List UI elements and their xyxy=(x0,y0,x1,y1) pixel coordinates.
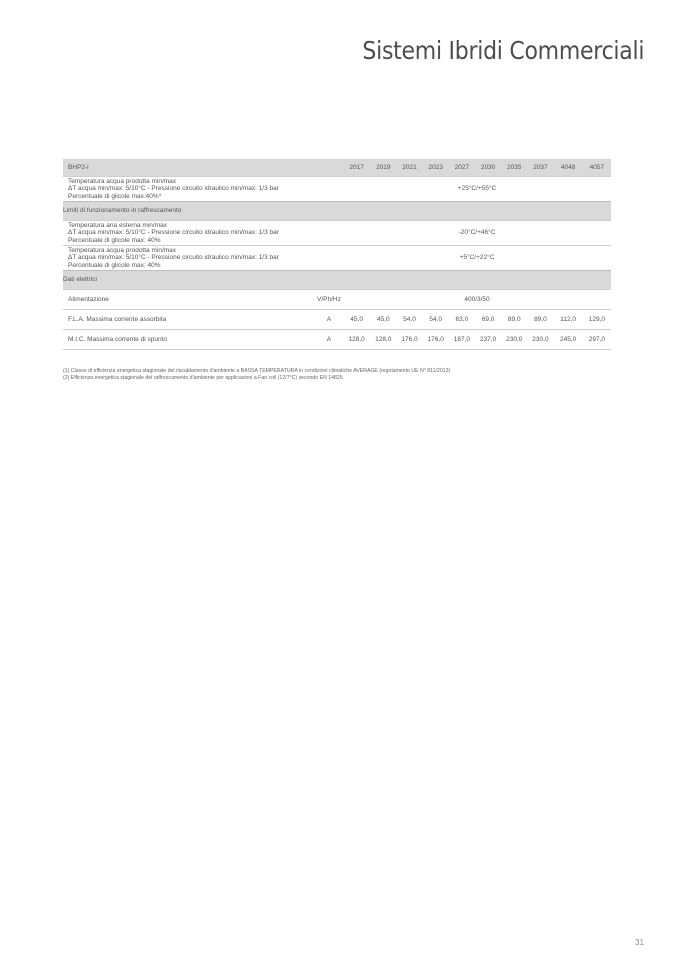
mic-value: 297,0 xyxy=(583,330,611,350)
mic-value: 187,0 xyxy=(449,330,475,350)
cooling-air-value: -20°C/+46°C xyxy=(343,221,611,246)
heating-limits-value: +25°C/+55°C xyxy=(343,177,611,202)
fla-label: F.L.A. Massima corrente assorbita xyxy=(63,310,315,330)
fla-row xyxy=(63,310,611,330)
fla-value: 54,0 xyxy=(396,310,422,330)
cooling-section-row xyxy=(63,202,611,221)
power-supply-row xyxy=(63,290,611,310)
cooling-water-value: +5°C/+22°C xyxy=(343,246,611,271)
cooling-air-label xyxy=(63,221,343,246)
fla-unit: A xyxy=(315,310,343,330)
fla-value: 89,0 xyxy=(527,310,553,330)
cooling-water-line-3: Percentuale di glicole max: 40% xyxy=(68,261,161,269)
cooling-air-line-3: Percentuale di glicole max: 40% xyxy=(68,236,161,244)
model-header: 2037 xyxy=(527,159,553,177)
power-supply-label: Alimentazione xyxy=(63,290,315,310)
mic-value: 230,0 xyxy=(527,330,553,350)
heating-limits-label xyxy=(63,177,343,202)
fla-value: 69,0 xyxy=(475,310,501,330)
heating-limits-line-1: Temperatura acqua prodotta min/max xyxy=(68,178,177,186)
cooling-water-row xyxy=(63,246,611,271)
power-supply-value: 400/3/50 xyxy=(343,290,611,310)
model-header: 2019 xyxy=(370,159,396,177)
model-header: 2035 xyxy=(501,159,527,177)
heating-limits-line-3: Percentuale di glicole max:40%* xyxy=(68,192,162,200)
page-number: 31 xyxy=(635,938,644,947)
cooling-water-line-1: Temperatura acqua prodotta min/max xyxy=(68,247,177,255)
heating-limits-row xyxy=(63,177,611,202)
model-header: 4048 xyxy=(554,159,583,177)
electrical-section-row xyxy=(63,271,611,290)
mic-row xyxy=(63,330,611,350)
mic-value: 237,0 xyxy=(475,330,501,350)
cooling-air-row xyxy=(63,221,611,246)
mic-value: 128,0 xyxy=(343,330,370,350)
cooling-air-line-2: ΔT acqua min/max: 5/10°C - Pressione circuito idraulico min/max: 1/3 bar xyxy=(68,229,279,237)
mic-value: 176,0 xyxy=(396,330,422,350)
mic-value: 245,0 xyxy=(554,330,583,350)
cooling-air-line-1: Temperatura aria esterna min/max xyxy=(68,222,167,230)
spec-table xyxy=(63,159,611,350)
fla-value: 54,0 xyxy=(423,310,449,330)
power-supply-unit: V/Ph/Hz xyxy=(315,290,343,310)
electrical-section-title: Dati elettrici xyxy=(63,271,611,290)
cooling-water-label xyxy=(63,246,343,271)
fla-value: 129,0 xyxy=(583,310,611,330)
cooling-section-title: Limiti di funzionamento in raffrescamento xyxy=(63,202,611,221)
table-header-row xyxy=(63,159,611,177)
mic-unit: A xyxy=(315,330,343,350)
footnote-1: (1) Classe di efficienza energetica stagionale del riscaldamento d'ambiente a BASSA TEMPERATURA in condizioni climatiche AVERAGE (regolamento UE N° 811/2013) xyxy=(63,368,451,374)
model-header: 2030 xyxy=(475,159,501,177)
model-header: 4057 xyxy=(583,159,611,177)
fla-value: 45,0 xyxy=(343,310,370,330)
mic-value: 176,0 xyxy=(423,330,449,350)
mic-label: M.I.C. Massima corrente di spunto xyxy=(63,330,315,350)
fla-value: 89,0 xyxy=(501,310,527,330)
footnotes xyxy=(63,368,450,382)
fla-value: 45,0 xyxy=(370,310,396,330)
model-header: 2027 xyxy=(449,159,475,177)
cooling-water-line-2: ΔT acqua min/max: 5/10°C - Pressione circuito idraulico min/max: 1/3 bar xyxy=(68,254,279,262)
heating-limits-line-2: ΔT acqua min/max: 5/10°C - Pressione circuito idraulico min/max: 1/3 bar xyxy=(68,185,279,193)
fla-value: 63,0 xyxy=(449,310,475,330)
model-header: 2021 xyxy=(396,159,422,177)
fla-value: 112,0 xyxy=(554,310,583,330)
footnote-2: (2) Efficienza energetica stagionale del raffrescamento d'ambiente per applicazioni a Fan coil (12/7°C) secondo EN 14825 xyxy=(63,375,343,381)
model-header: 2017 xyxy=(343,159,370,177)
mic-value: 230,0 xyxy=(501,330,527,350)
page-title: Sistemi Ibridi Commerciali xyxy=(362,36,644,65)
model-header: 2023 xyxy=(423,159,449,177)
model-label: BHP2-i xyxy=(63,159,343,177)
mic-value: 128,0 xyxy=(370,330,396,350)
